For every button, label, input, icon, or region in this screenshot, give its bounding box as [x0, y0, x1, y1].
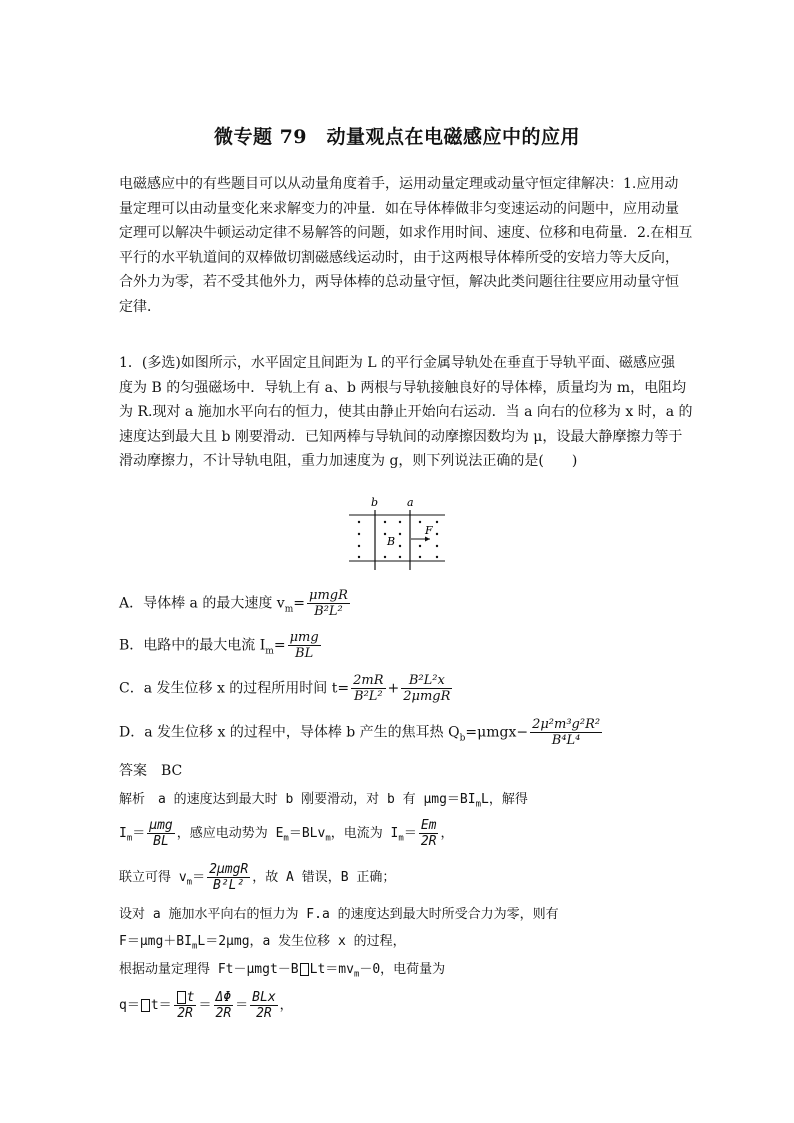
option-A-text: A．导体棒 a 的最大速度 v	[119, 595, 285, 612]
option-D-numerator: 2μ²m³g²R²	[532, 717, 601, 732]
solution-text: I	[119, 826, 127, 841]
intro-line: 合外力为零，若不受其他外力，两导体棒的总动量守恒，解决此类问题往往要应用动量守恒	[119, 274, 679, 290]
option-A-eq: =	[293, 595, 305, 612]
solution-text: ，故 A 错误，B 正确；	[252, 870, 396, 885]
option-B-fraction	[288, 630, 321, 661]
solution-line-4: 设对 a 施加水平向右的恒力为 F.a 的速度达到最大时所受合力为零，则有	[119, 907, 559, 922]
fraction-numerator: ΔΦ	[215, 990, 232, 1005]
option-C	[119, 673, 454, 704]
option-A-fraction	[307, 588, 350, 619]
solution-text: ＝	[198, 998, 212, 1013]
solution-sub: m	[186, 877, 193, 888]
answer-line: 答案 BC	[119, 763, 183, 779]
fraction-numerator: μmg	[149, 818, 173, 833]
solution-text: F＝μmg＋BI	[119, 934, 192, 949]
option-C-numerator-2: B²L²x	[401, 673, 452, 689]
solution-sub: m	[191, 941, 198, 952]
option-A-denominator: B²L²	[314, 604, 343, 619]
solution-text: ，	[440, 826, 454, 841]
solution-text: ＝	[192, 870, 206, 885]
rails-figure	[345, 495, 450, 575]
question-line: 为 R.现对 a 施加水平向右的恒力，使其由静止开始向右运动．当 a 向右的位移为 x 时，a 的	[119, 404, 693, 420]
rod-b-label: b	[371, 496, 379, 509]
fraction-denominator: 2R	[215, 1006, 232, 1021]
intro-line: 电磁感应中的有些题目可以从动量角度着手，运用动量定理或动量守恒定律解决：1.应用动	[119, 176, 679, 192]
force-F-label: F	[425, 524, 433, 537]
option-C-text: C．a 发生位移 x 的过程所用时间 t=	[119, 680, 350, 697]
solution-sub: m	[475, 799, 481, 810]
question-line: 1．(多选)如图所示，水平固定且间距为 L 的平行金属导轨处在垂直于导轨平面、磁感应强	[119, 355, 676, 371]
intro-line: 定律．	[119, 298, 161, 315]
option-A	[119, 588, 352, 619]
option-A-numerator: μmgR	[309, 588, 348, 603]
option-D-eq: =μmgx−	[465, 724, 529, 741]
solution-text: ＝	[132, 826, 146, 841]
option-D-text: D．a 发生位移 x 的过程中，导体棒 b 产生的焦耳热 Q	[119, 724, 460, 741]
option-B-sub: m	[265, 646, 274, 657]
option-B-numerator: μmg	[289, 630, 319, 645]
fraction-numerator: 2μmgR	[209, 862, 249, 877]
fraction-numerator: BLx	[252, 990, 276, 1005]
solution-text: 根据动量定理得 Ft－μmgt－B	[119, 962, 299, 977]
solution-line-5	[119, 930, 406, 952]
option-B-eq: =	[273, 637, 286, 654]
solution-fraction	[147, 818, 174, 849]
solution-sub: m	[325, 833, 331, 844]
question-line: 滑动摩擦力，不计导轨电阻，重力加速度为 g，则下列说法正确的是( )	[119, 453, 578, 469]
solution-text: q＝	[119, 998, 140, 1013]
intro-line: 平行的水平轨道间的双棒做切割磁感线运动时，由于这两根导体棒所受的安培力等大反向，	[119, 249, 679, 266]
solution-text: 解析 a 的速度达到最大时 b 刚要滑动，对 b 有 μmg＝BI	[119, 792, 476, 807]
fraction-denominator: 2R	[256, 1006, 272, 1021]
solution-text: ＝BLv	[288, 826, 326, 841]
solution-text: ，电流为 I	[330, 826, 399, 841]
fraction-numerator-text: t	[186, 990, 195, 1005]
option-C-denominator-2: 2μmgR	[403, 689, 451, 704]
question-line: 速度达到最大且 b 刚要滑动．已知两棒与导轨间的动摩擦因数均为 μ，设最大静摩擦力等于	[119, 428, 683, 445]
solution-text: L＝2μmg，a 发生位移 x 的过程，	[197, 934, 406, 949]
solution-fraction	[214, 990, 234, 1021]
solution-fraction	[174, 990, 197, 1021]
fraction-numerator	[174, 990, 197, 1006]
missing-glyph-icon	[300, 963, 309, 976]
solution-fraction	[419, 818, 439, 849]
solution-sub: m	[126, 833, 133, 844]
missing-glyph-icon	[177, 991, 186, 1004]
solution-sub: m	[398, 833, 404, 844]
option-D-fraction	[530, 717, 602, 748]
solution-fraction	[250, 990, 277, 1021]
option-B-denominator: BL	[295, 646, 314, 661]
option-C-fraction-1	[351, 673, 385, 704]
solution-line-1	[119, 788, 528, 810]
option-D-sub: b	[459, 733, 466, 744]
intro-line: 量定理可以由动量变化来求解变力的冲量．如在导体棒做非匀变速运动的问题中，应用动量	[119, 200, 679, 217]
fraction-denominator: 2R	[420, 834, 437, 849]
fraction-denominator: B²L²	[213, 878, 245, 893]
option-D-denominator: B⁴L⁴	[551, 733, 581, 748]
option-C-plus: +	[387, 680, 400, 697]
solution-sub: m	[283, 833, 289, 844]
option-C-denominator-1: B²L²	[354, 689, 383, 704]
option-D	[119, 717, 604, 748]
option-C-numerator-1: 2mR	[353, 673, 384, 688]
solution-text: L，解得	[481, 792, 528, 807]
solution-text: Lt＝mv	[309, 962, 354, 977]
rod-a-label: a	[407, 496, 414, 509]
solution-text: ＝	[235, 998, 249, 1013]
solution-text: t＝	[150, 998, 172, 1013]
solution-text: 联立可得 v	[119, 870, 187, 885]
solution-text: ，	[279, 998, 293, 1013]
solution-line-3	[119, 862, 395, 893]
solution-text: －0，电荷量为	[359, 962, 446, 977]
fraction-denominator: 2R	[177, 1006, 193, 1021]
option-B-text: B．电路中的最大电流 I	[119, 637, 266, 654]
field-B-label: B	[387, 535, 396, 548]
intro-line: 定理可以解决牛顿运动定律不易解答的问题，如求作用时间、速度、位移和电荷量．2.在相互	[119, 225, 693, 241]
solution-fraction	[207, 862, 250, 893]
option-A-sub: m	[284, 604, 294, 615]
solution-text: ＝	[403, 826, 417, 841]
solution-sub: m	[353, 969, 360, 980]
solution-line-6	[119, 958, 446, 980]
solution-line-2	[119, 818, 454, 849]
option-C-fraction-2	[401, 673, 452, 704]
option-B	[119, 630, 323, 661]
fraction-denominator: BL	[153, 834, 169, 849]
solution-text: ，感应电动势为 E	[176, 826, 284, 841]
page-title: 微专题 79 动量观点在电磁感应中的应用	[213, 126, 581, 148]
fraction-numerator: Em	[420, 818, 437, 833]
solution-line-7	[119, 990, 293, 1021]
missing-glyph-icon	[141, 999, 150, 1012]
question-line: 度为 B 的匀强磁场中．导轨上有 a、b 两根与导轨接触良好的导体棒，质量均为 m，电阻均	[119, 379, 687, 396]
arrow-head-icon	[425, 537, 430, 542]
